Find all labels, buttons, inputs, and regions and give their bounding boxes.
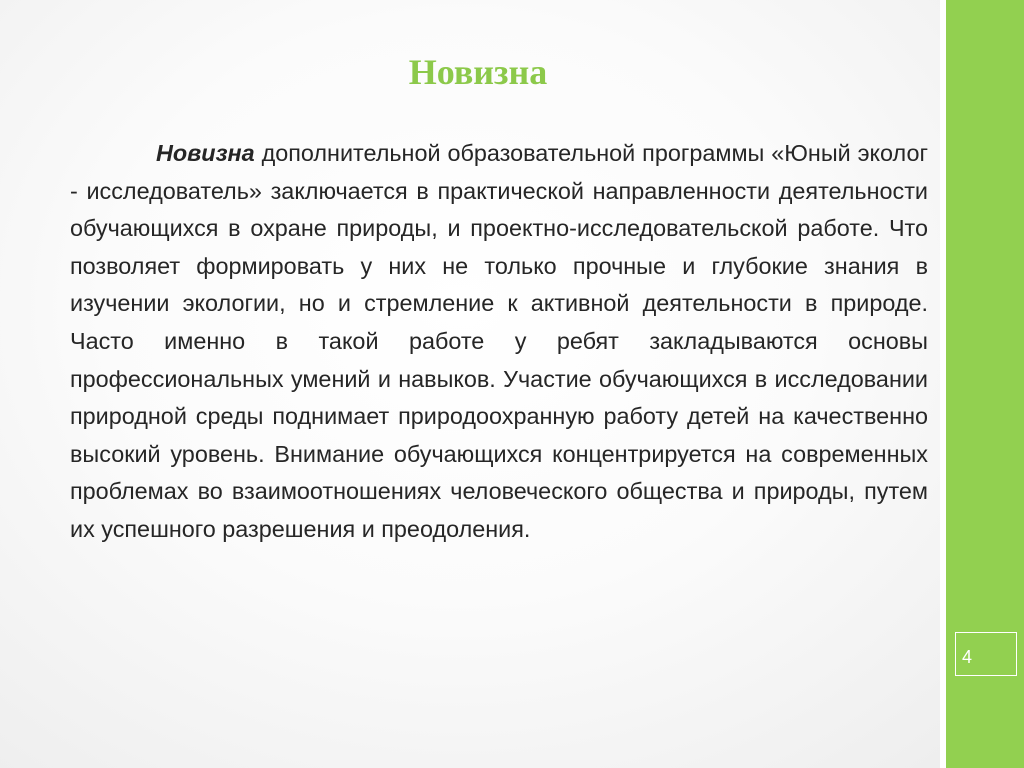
- body-text: дополнительной образовательной программы «Юный эколог - исследователь» заключается в практической направленности деятельности обучающихся в охране природы, и проектно-исследовательской работе. Что позволяет формировать у них не только прочные и глубокие знания в изучении экологии, но и стремление к активной деятельности в природе. Часто именно в такой работе у ребят закладываются основы профессиональных умений и навыков. Участие обучающихся в исследовании природной среды поднимает природоохранную работу детей на качественно высокий уровень. Внимание обучающихся концентрируется на современных проблемах во взаимоотношениях человеческого общества и природы, путем их успешного разрешения и преодоления.: [70, 140, 928, 542]
- slide-title: Новизна: [408, 52, 548, 92]
- body-lead-word: Новизна: [156, 140, 255, 166]
- page-number-box: [955, 632, 1017, 676]
- page-number: 4: [962, 647, 973, 667]
- body-paragraph: [70, 135, 928, 549]
